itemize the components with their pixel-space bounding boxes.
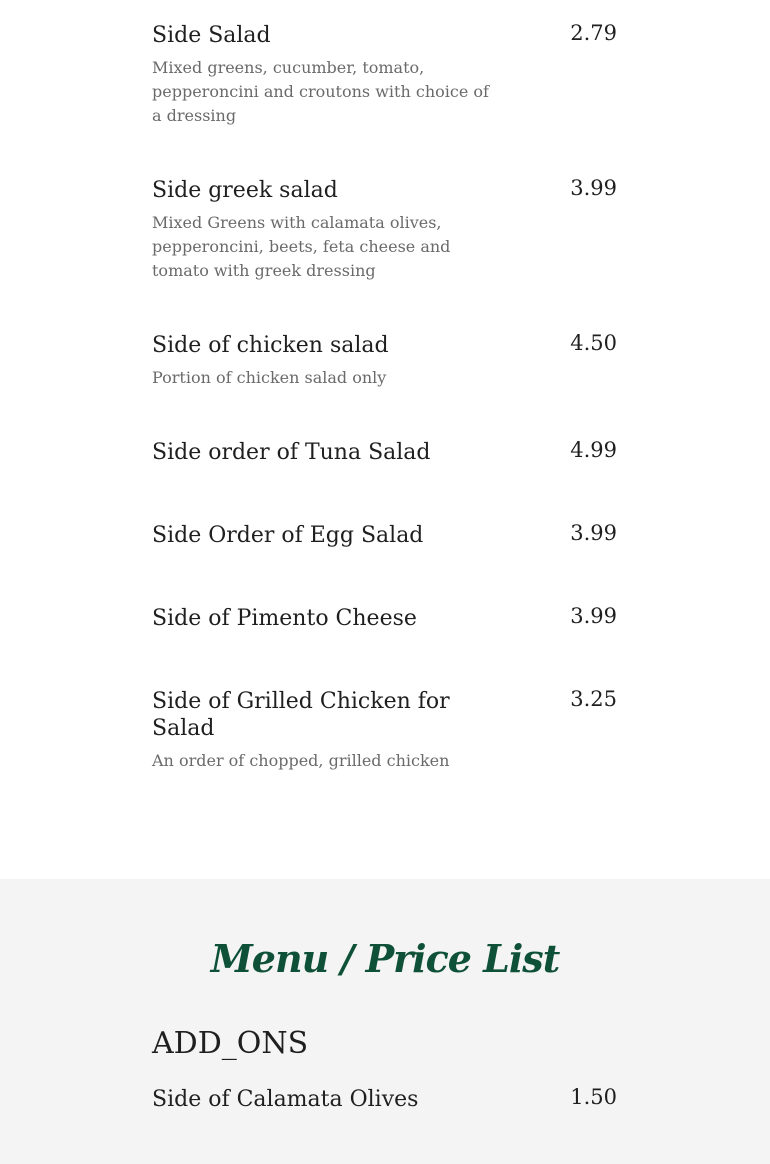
item-name: Side greek salad xyxy=(152,178,338,203)
item-name: Side of chicken salad xyxy=(152,333,389,358)
item-description: Portion of chicken salad only xyxy=(152,368,387,387)
item-description: An order of chopped, grilled chicken xyxy=(152,751,450,770)
item-name: Side Salad xyxy=(152,23,271,48)
item-name: Side of Pimento Cheese xyxy=(152,606,417,631)
menu-item xyxy=(152,439,617,466)
item-price: 3.25 xyxy=(570,687,617,711)
item-price: 2.79 xyxy=(570,21,617,45)
addons-section xyxy=(0,879,770,1164)
item-name: Side of Grilled Chicken for Salad xyxy=(152,689,450,741)
item-name: Side of Calamata Olives xyxy=(152,1087,419,1112)
item-price: 3.99 xyxy=(570,521,617,545)
item-price: 4.50 xyxy=(570,331,617,355)
item-price: 3.99 xyxy=(570,176,617,200)
menu-item xyxy=(152,605,617,632)
item-name: Side Order of Egg Salad xyxy=(152,523,424,548)
menu-item xyxy=(152,1086,617,1113)
item-description: Mixed greens, cucumber, tomato, pepperoncini and croutons with choice of a dressing xyxy=(152,58,489,125)
menu-item xyxy=(152,332,617,390)
item-price: 4.99 xyxy=(570,438,617,462)
category-heading: ADD_ONS xyxy=(152,1026,309,1061)
item-name: Side order of Tuna Salad xyxy=(152,440,431,465)
item-price: 1.50 xyxy=(570,1085,617,1109)
menu-title: Menu / Price List xyxy=(210,936,560,981)
menu-item xyxy=(152,22,617,128)
item-price: 3.99 xyxy=(570,604,617,628)
item-description: Mixed Greens with calamata olives, pepperoncini, beets, feta cheese and tomato with greek dressing xyxy=(152,213,451,280)
menu-item xyxy=(152,177,617,283)
menu-item xyxy=(152,688,617,773)
menu-item xyxy=(152,522,617,549)
